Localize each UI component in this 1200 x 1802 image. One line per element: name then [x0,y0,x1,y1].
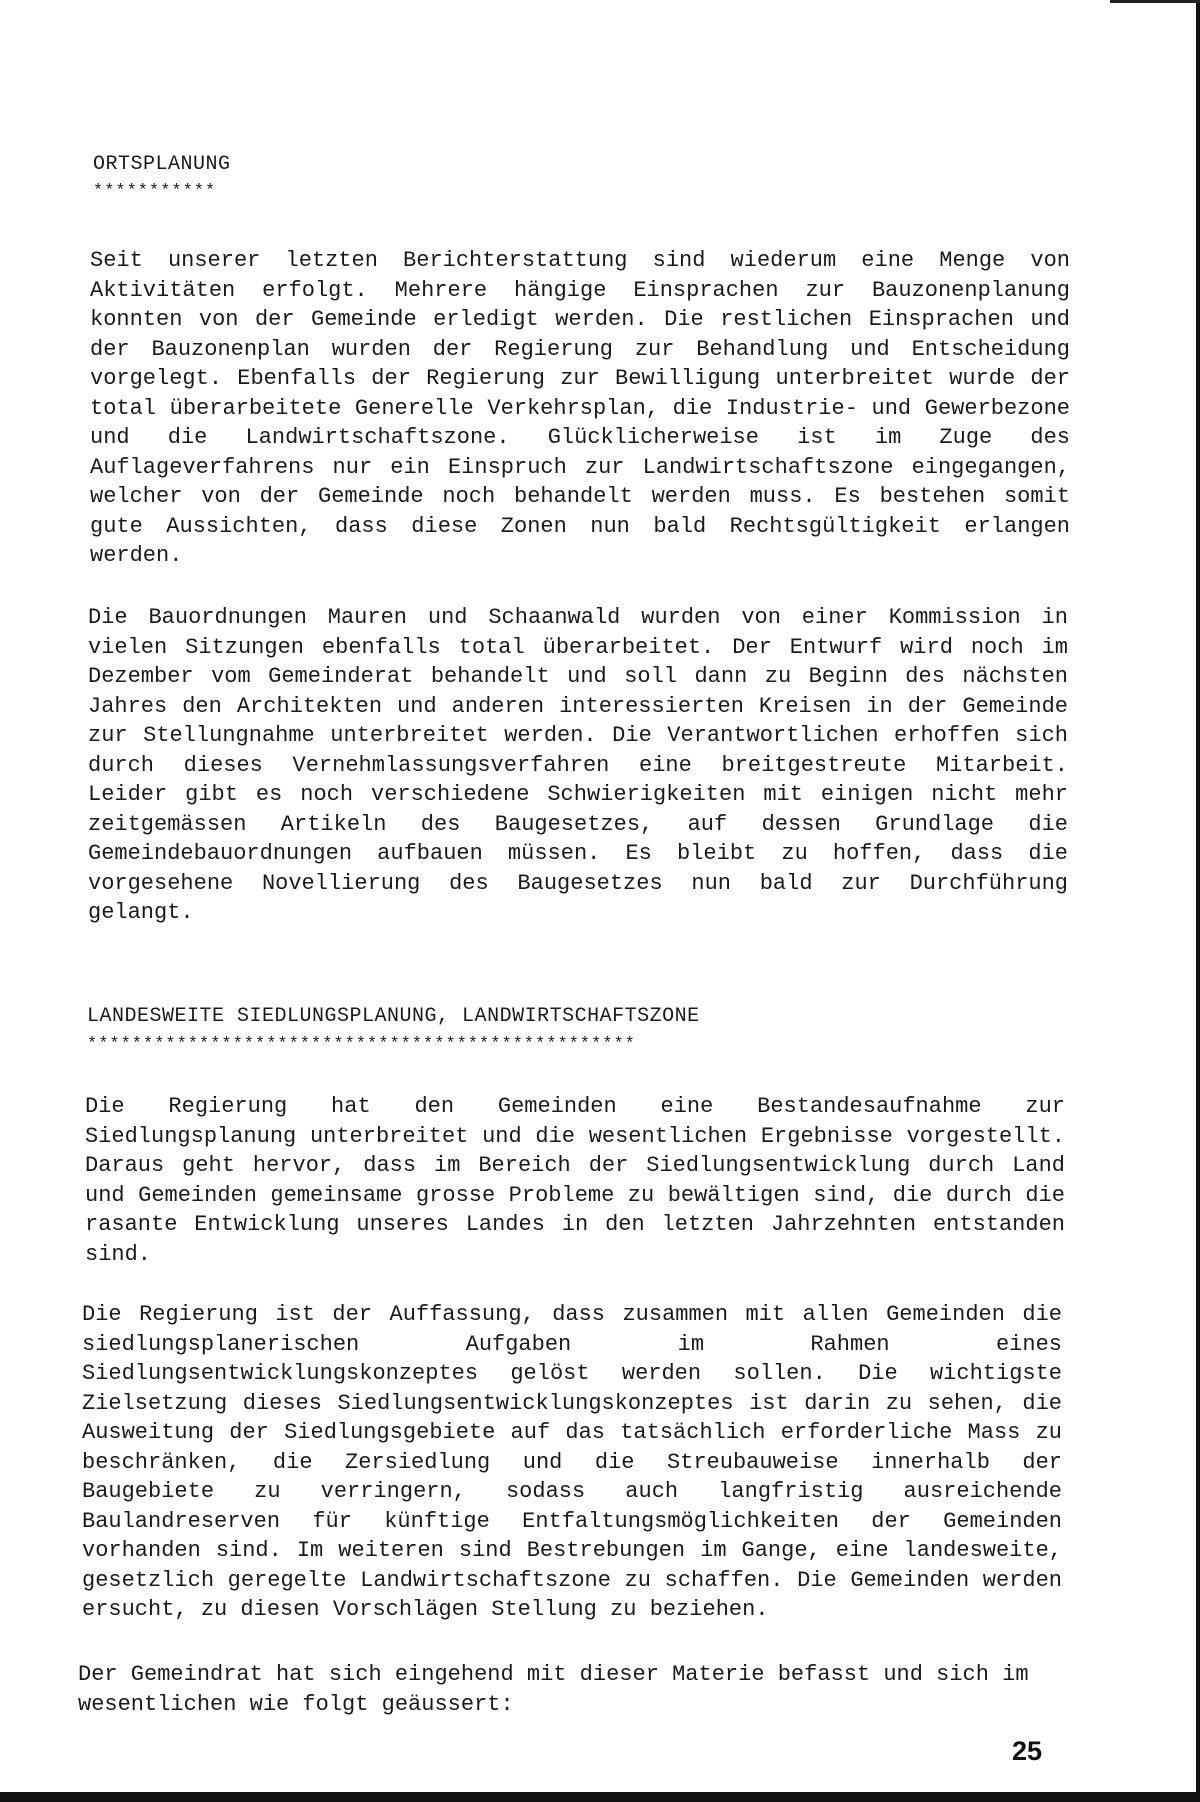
section-underline-siedlungsplanung: ************************************************* [87,1035,636,1054]
scan-edge-bottom [0,1792,1200,1802]
page-number: 25 [1012,1736,1043,1766]
paragraph-siedlungsplanung-2: Die Regierung ist der Auffassung, dass zusammen mit allen Gemeinden die siedlungsplanerischen Aufgaben im Rahmen eines Siedlungsentwicklungskonzeptes gelöst werden sollen. Die wichtigste Zielsetzung dieses Siedlungsentwicklungskonzeptes ist darin zu sehen, die Ausweitung der Siedlungsgebiete auf das tatsächlich erforderliche Mass zu beschränken, die Zersiedlung und die Streubauweise innerhalb der Baugebiete zu verringern, sodass auch langfristig ausreichende Baulandreserven für künftige Entfaltungsmöglichkeiten der Gemeinden vorhanden sind. Im weiteren sind Bestrebungen im Gange, eine landesweite, gesetzlich geregelte Landwirtschaftszone zu schaffen. Die Gemeinden werden ersucht, zu diesen Vorschlägen Stellung zu beziehen. [82,1302,1062,1622]
section-heading-ortsplanung: ORTSPLANUNG [93,153,231,176]
scan-edge-top [1110,0,1200,3]
section-heading-siedlungsplanung: LANDESWEITE SIEDLUNGSPLANUNG, LANDWIRTSCHAFTSZONE [87,1005,700,1028]
section-underline-ortsplanung: *********** [93,182,217,201]
scan-edge-right [1196,0,1200,1802]
paragraph-siedlungsplanung-1: Die Regierung hat den Gemeinden eine Bestandesaufnahme zur Siedlungsplanung unterbreitet und die wesentlichen Ergebnisse vorgestellt. Daraus geht hervor, dass im Bereich der Siedlungsentwicklung durch Land und Gemeinden gemeinsame grosse Probleme zu bewältigen sind, die durch die rasante Entwicklung unseres Landes in den letzten Jahrzehnten entstanden sind. [85,1094,1065,1267]
paragraph-siedlungsplanung-3: Der Gemeindrat hat sich eingehend mit dieser Materie befasst und sich im wesentlichen wie folgt geäussert: [78,1662,1029,1717]
paragraph-ortsplanung-2: Die Bauordnungen Mauren und Schaanwald wurden von einer Kommission in vielen Sitzungen ebenfalls total überarbeitet. Der Entwurf wird noch im Dezember vom Gemeinderat behandelt und soll dann zu Beginn des nächsten Jahres den Architekten und anderen interessierten Kreisen in der Gemeinde zur Stellungnahme unterbreitet werden. Die Verantwortlichen erhoffen sich durch dieses Vernehmlassungsverfahren eine breitgestreute Mitarbeit. Leider gibt es noch verschiedene Schwierigkeiten mit einigen nicht mehr zeitgemässen Artikeln des Baugesetzes, auf dessen Grundlage die Gemeindebauordnungen aufbauen müssen. Es bleibt zu hoffen, dass die vorgesehene Novellierung des Baugesetzes nun bald zur Durchführung gelangt. [88,605,1068,925]
paragraph-ortsplanung-1: Seit unserer letzten Berichterstattung sind wiederum eine Menge von Aktivitäten erfolgt. Mehrere hängige Einsprachen zur Bauzonenplanung konnten von der Gemeinde erledigt werden. Die restlichen Einsprachen und der Bauzonenplan wurden der Regierung zur Behandlung und Entscheidung vorgelegt. Ebenfalls der Regierung zur Bewilligung unterbreitet wurde der total überarbeitete Generelle Verkehrsplan, die Industrie- und Gewerbezone und die Landwirtschaftszone. Glücklicherweise ist im Zuge des Auflageverfahrens nur ein Einspruch zur Landwirtschaftszone eingegangen, welcher von der Gemeinde noch behandelt werden muss. Es bestehen somit gute Aussichten, dass diese Zonen nun bald Rechtsgültigkeit erlangen werden. [90,248,1070,568]
